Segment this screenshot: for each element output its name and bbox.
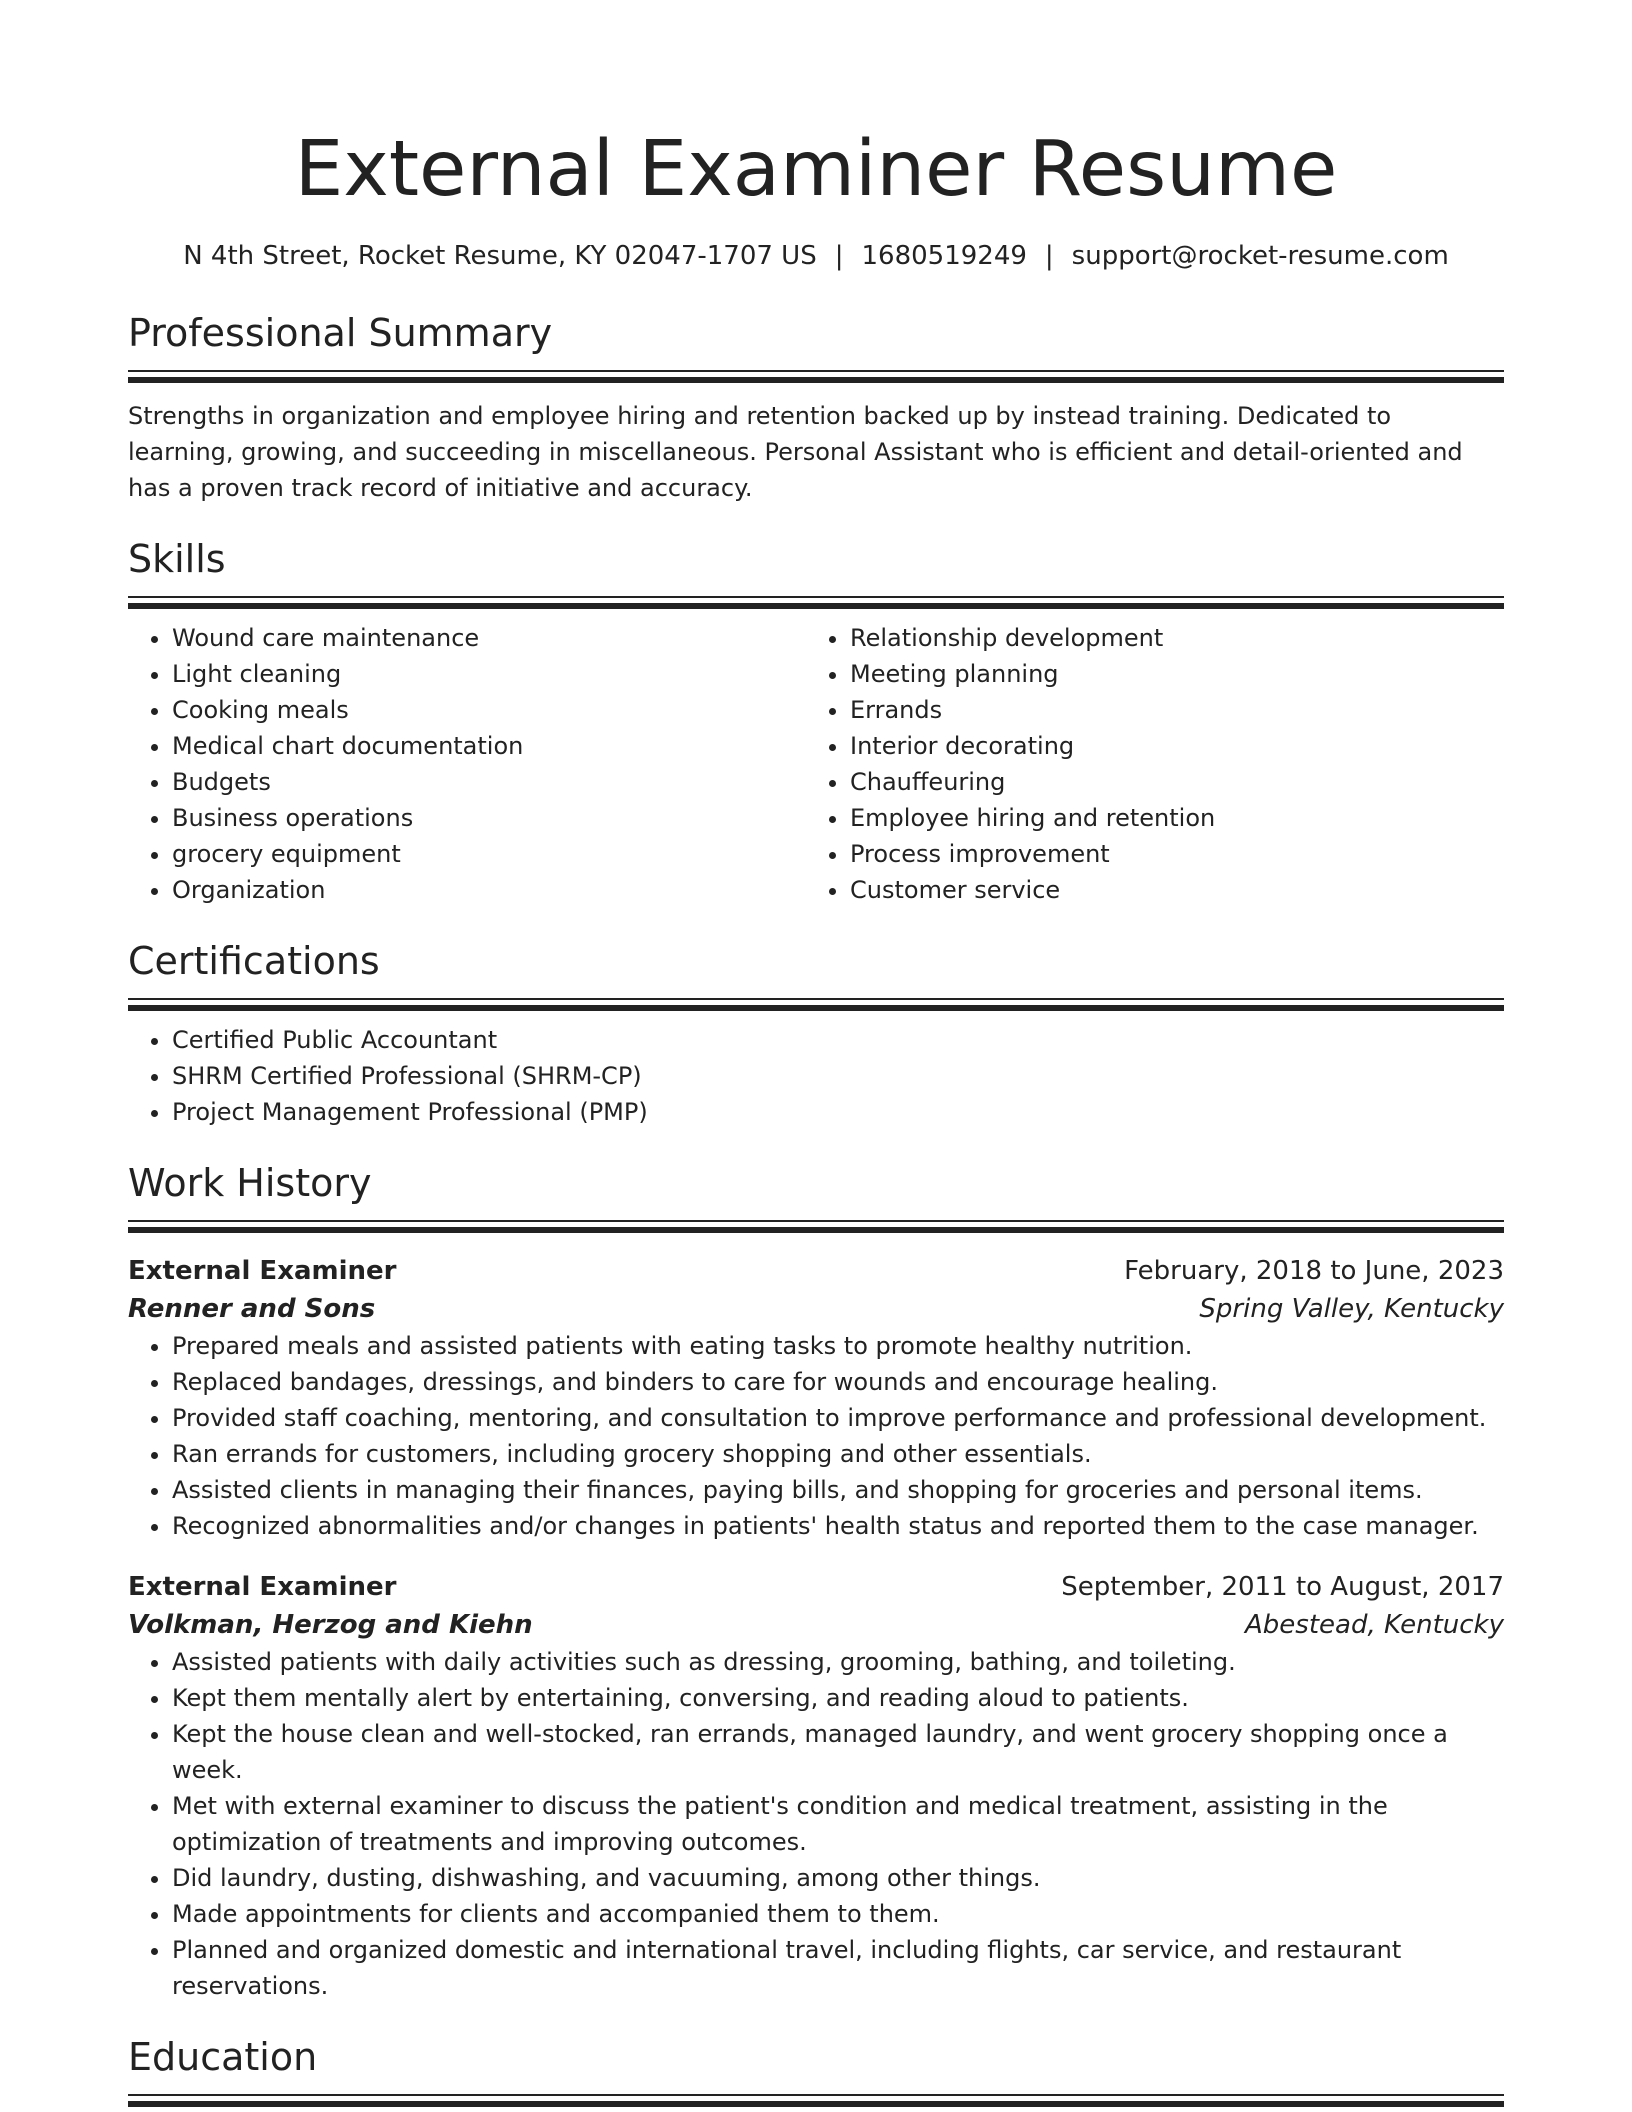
- skill-item: • Relationship development: [850, 620, 1484, 656]
- section-divider: [128, 1220, 1504, 1232]
- skills-section: [128, 534, 1504, 908]
- skill-item: • Employee hiring and retention: [850, 800, 1484, 836]
- job-duty: • Did laundry, dusting, dishwashing, and vacuuming, among other things.: [172, 1860, 1504, 1896]
- job-header: [128, 1568, 1504, 1606]
- certification-item: • Certified Public Accountant: [172, 1022, 1504, 1058]
- resume-title: External Examiner Resume: [294, 125, 1338, 214]
- job-duties: [128, 1328, 1504, 1544]
- skill-item: • Process improvement: [850, 836, 1484, 872]
- certification-item: • Project Management Professional (PMP): [172, 1094, 1504, 1130]
- job-duty: • Recognized abnormalities and/or changes in patients' health status and reported them to the case manager.: [172, 1508, 1504, 1544]
- job-duty: • Kept them mentally alert by entertaining, conversing, and reading aloud to patients.: [172, 1680, 1504, 1716]
- job-company: Volkman, Herzog and Kiehn: [128, 1610, 533, 1640]
- section-divider: [128, 2094, 1504, 2106]
- job-duty: • Met with external examiner to discuss the patient's condition and medical treatment, assisting in the optimization of treatments and improving outcomes.: [172, 1788, 1504, 1860]
- skills-right-column: [806, 620, 1484, 908]
- skill-item: • Meeting planning: [850, 656, 1484, 692]
- skill-item: • Interior decorating: [850, 728, 1484, 764]
- job-location: Spring Valley, Kentucky: [1199, 1294, 1504, 1324]
- job-duty: • Replaced bandages, dressings, and binders to care for wounds and encourage healing.: [172, 1364, 1504, 1400]
- contact-email: support@rocket-resume.com: [1071, 241, 1449, 271]
- skill-item: • Wound care maintenance: [172, 620, 806, 656]
- resume-page: [128, 0, 1504, 2106]
- job-entry: [128, 1568, 1504, 2004]
- contact-separator: |: [834, 241, 844, 271]
- job-duty: • Ran errands for customers, including grocery shopping and other essentials.: [172, 1436, 1504, 1472]
- job-entry: [128, 1252, 1504, 1544]
- work-history-section: [128, 1158, 1504, 2004]
- skills-left-column: [128, 620, 806, 908]
- job-duties: [128, 1644, 1504, 2004]
- skill-item: • Customer service: [850, 872, 1484, 908]
- job-title: External Examiner: [128, 1572, 397, 1602]
- section-divider: [128, 370, 1504, 382]
- education-section: [128, 2032, 1504, 2106]
- job-subheader: [128, 1290, 1504, 1328]
- skill-item: • Light cleaning: [172, 656, 806, 692]
- job-duty: • Assisted patients with daily activities such as dressing, grooming, bathing, and toileting.: [172, 1644, 1504, 1680]
- skill-item: • grocery equipment: [172, 836, 806, 872]
- summary-text: Strengths in organization and employee hiring and retention backed up by instead training. Dedicated to learning, growing, and succeeding in miscellaneous. Personal Assistant who is efficient and detail-oriented and has a proven track record of initiative and accuracy.: [128, 402, 1463, 502]
- summary-heading: Professional Summary: [128, 311, 553, 355]
- certifications-heading: Certifications: [128, 939, 380, 983]
- contact-phone: 1680519249: [861, 241, 1027, 271]
- skill-item: • Chauffeuring: [850, 764, 1484, 800]
- job-duty: • Made appointments for clients and accompanied them to them.: [172, 1896, 1504, 1932]
- skill-item: • Medical chart documentation: [172, 728, 806, 764]
- job-duty: • Assisted clients in managing their finances, paying bills, and shopping for groceries and personal items.: [172, 1472, 1504, 1508]
- job-duty: • Planned and organized domestic and international travel, including flights, car service, and restaurant reservations.: [172, 1932, 1504, 2004]
- skill-item: • Business operations: [172, 800, 806, 836]
- education-heading: Education: [128, 2035, 318, 2079]
- job-header: [128, 1252, 1504, 1290]
- job-company: Renner and Sons: [128, 1294, 376, 1324]
- job-subheader: [128, 1606, 1504, 1644]
- job-location: Abestead, Kentucky: [1245, 1610, 1504, 1640]
- job-duty: • Kept the house clean and well-stocked, ran errands, managed laundry, and went grocery shopping once a week.: [172, 1716, 1504, 1788]
- skill-item: • Errands: [850, 692, 1484, 728]
- job-duty: • Provided staff coaching, mentoring, and consultation to improve performance and professional development.: [172, 1400, 1504, 1436]
- section-divider: [128, 998, 1504, 1010]
- skill-item: • Organization: [172, 872, 806, 908]
- certifications-list: [128, 1022, 1504, 1130]
- skills-heading: Skills: [128, 537, 226, 581]
- job-title: External Examiner: [128, 1256, 397, 1286]
- job-duty: • Prepared meals and assisted patients with eating tasks to promote healthy nutrition.: [172, 1328, 1504, 1364]
- summary-section: [128, 308, 1504, 506]
- contact-line: [128, 238, 1504, 274]
- skill-item: • Cooking meals: [172, 692, 806, 728]
- contact-separator: |: [1044, 241, 1054, 271]
- job-dates: September, 2011 to August, 2017: [1061, 1572, 1504, 1602]
- skill-item: • Budgets: [172, 764, 806, 800]
- certification-item: • SHRM Certified Professional (SHRM-CP): [172, 1058, 1504, 1094]
- skills-grid: [128, 620, 1504, 908]
- certifications-section: [128, 936, 1504, 1130]
- section-divider: [128, 596, 1504, 608]
- contact-address: N 4th Street, Rocket Resume, KY 02047-1707 US: [183, 241, 817, 271]
- job-dates: February, 2018 to June, 2023: [1124, 1256, 1504, 1286]
- work-history-heading: Work History: [128, 1161, 372, 1205]
